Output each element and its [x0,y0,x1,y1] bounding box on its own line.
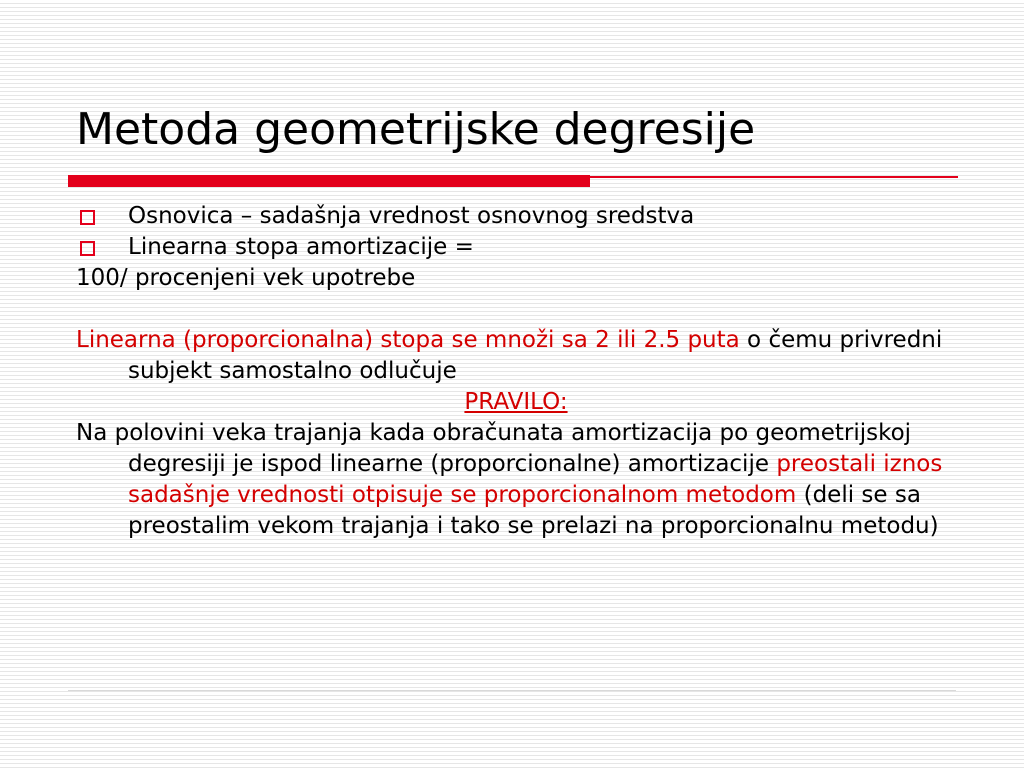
slide-body [76,201,956,542]
footer-divider [68,690,956,691]
paragraph-spacer [76,294,956,325]
slide-title: Metoda geometrijske degresije [76,104,756,155]
bullet-text: Linearna stopa amortizacije = [128,234,474,260]
bullet-item-linearna-stopa [76,232,956,263]
bullet-text: Osnovica – sadašnja vrednost osnovnog sredstva [128,203,695,229]
rule-heading: PRAVILO: [464,389,568,415]
rule-paragraph [76,418,956,542]
formula-line: 100/ procenjeni vek upotrebe [76,265,416,291]
hollow-square-bullet-icon [80,241,95,256]
title-underline-thin [590,176,958,178]
rate-highlight-text: Linearna (proporcionalna) stopa se množi sa 2 ili 2.5 puta [76,327,740,353]
rate-plain-text: o čemu privredni subjekt samostalno odlučuje [128,327,943,384]
title-underline-thick [68,175,590,187]
rule-highlight-text: preostali iznos sadašnje vrednosti otpisuje se proporcionalnom metodom [128,451,943,508]
rate-paragraph [76,325,956,387]
rule-text-end: (deli se sa preostalim vekom trajanja i tako se prelazi na proporcionalnu metodu) [128,482,939,539]
hollow-square-bullet-icon [80,210,95,225]
bullet-item-osnovica [76,201,956,232]
rule-text-start: Na polovini veka trajanja kada obračunata amortizacija po geometrijskoj degresiji je ispod linearne (proporcionalne) amortizacije [76,420,912,477]
